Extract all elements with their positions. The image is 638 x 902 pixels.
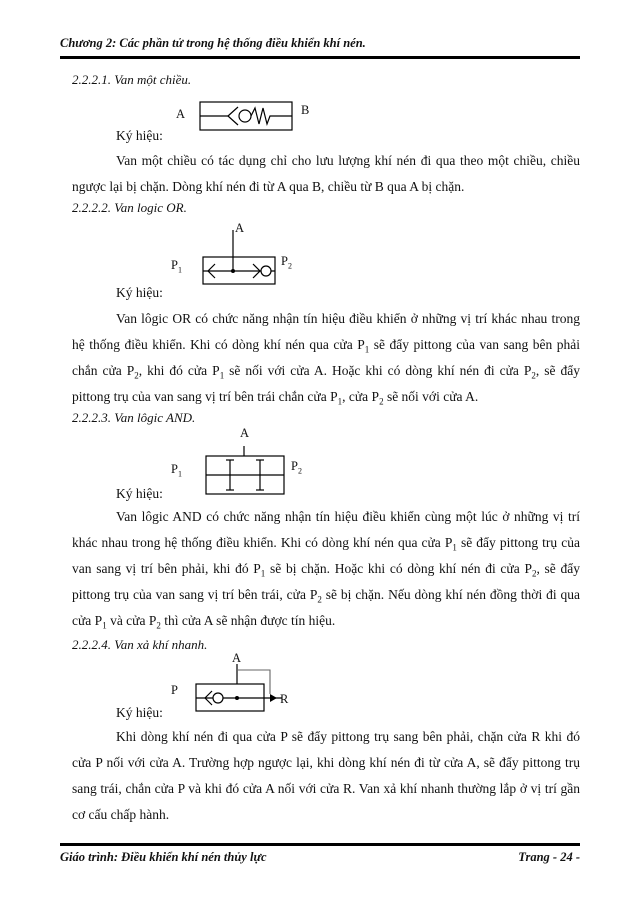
section-paragraph: Van lôgic AND có chức năng nhận tín hiệu điều khiển cùng một lúc ở những vị trí khác nhau trong hệ thống điều khiển. Khi có dòng khí nén qua cửa $P_1$ sẽ đẩy pittong trụ của van sang vị trí bên phải, khi đó $P_1$ sẽ bị chặn. Hoặc khi có dòng khí nén đi cửa $P_2$, sẽ đẩy pittong trụ của van sang vị trí bên trái, cửa $P_2$ sẽ bị chặn. Nếu dòng khí nén đồng thời đi qua cửa $P_1$ và cửa $P_2$ thì cửa A sẽ nhận được tín hiệu. bbox=[72, 509, 580, 631]
port-label-a: A bbox=[176, 107, 186, 121]
port-label-a: A bbox=[235, 221, 245, 235]
section-heading-quick-exhaust-valve: 2.2.2.4. Van xả khí nhanh. bbox=[72, 637, 208, 652]
port-label-a: A bbox=[240, 426, 250, 440]
port-label-p1: $P_1$ bbox=[171, 258, 182, 275]
port-label-p2: $P_2$ bbox=[281, 254, 292, 271]
section-heading-check-valve: 2.2.2.1. Van một chiều. bbox=[72, 72, 192, 87]
section-heading-and-valve: 2.2.2.3. Van lôgic AND. bbox=[72, 410, 196, 425]
section-paragraph: Van lôgic OR có chức năng nhận tín hiệu điều khiển ở những vị trí khác nhau trong hệ thống điều khiển. Khi có dòng khí nén qua cửa $P_1$ sẽ đẩy pittong của van sang bên phải chắn cửa $P_2$, khi đó cửa $P_1$ sẽ nối với cửa A. Hoặc khi có dòng khí nén đi cửa $P_2$, sẽ đẩy pittong trụ của van sang vị trí bên trái chắn cửa $P_1$, cửa $P_2$ sẽ nối với cửa A. bbox=[72, 311, 580, 407]
section-paragraph: Khi dòng khí nén đi qua cửa P sẽ đẩy pittong trụ sang bên phải, chặn cửa R khi đó cửa P nối với cửa A. Trường hợp ngược lại, khi dòng khí nén đi từ cửa A, sẽ đẩy pittong trụ sang trái, chắn cửa P và khi đó cửa A nối với cửa R. Van xả khí nhanh thường lắp ở vị trí gần cơ cấu chấp hành. bbox=[72, 729, 580, 822]
page-header: Chương 2: Các phần tử trong hệ thống điều khiển khí nén. bbox=[60, 36, 366, 50]
symbol-label: Ký hiệu: bbox=[116, 128, 163, 143]
port-label-r: R bbox=[280, 692, 289, 706]
port-label-p1: $P_1$ bbox=[171, 462, 182, 479]
footer-rule bbox=[60, 843, 580, 846]
page-number: Trang - 24 - bbox=[518, 850, 580, 864]
symbol-label: Ký hiệu: bbox=[116, 705, 163, 720]
port-label-p: P bbox=[171, 683, 178, 697]
or-valve-symbol bbox=[203, 230, 275, 284]
footer-book-title: Giáo trình: Điều khiển khí nén thủy lực bbox=[60, 850, 267, 864]
and-valve-symbol bbox=[206, 446, 284, 494]
section-heading-or-valve: 2.2.2.2. Van logic OR. bbox=[72, 200, 187, 215]
port-label-p2: $P_2$ bbox=[291, 459, 302, 476]
port-label-b: B bbox=[301, 103, 310, 117]
port-label-a: A bbox=[232, 651, 242, 665]
symbol-label: Ký hiệu: bbox=[116, 285, 163, 300]
section-paragraph: Van một chiều có tác dụng chỉ cho lưu lượng khí nén đi qua theo một chiều, chiều ngược lại bị chặn. Dòng khí nén đi từ A qua B, chiều từ B qua A bị chặn. bbox=[72, 153, 580, 194]
check-valve-symbol bbox=[200, 102, 292, 130]
header-rule bbox=[60, 56, 580, 59]
quick-exhaust-valve-symbol bbox=[196, 664, 282, 712]
symbol-label: Ký hiệu: bbox=[116, 486, 163, 501]
